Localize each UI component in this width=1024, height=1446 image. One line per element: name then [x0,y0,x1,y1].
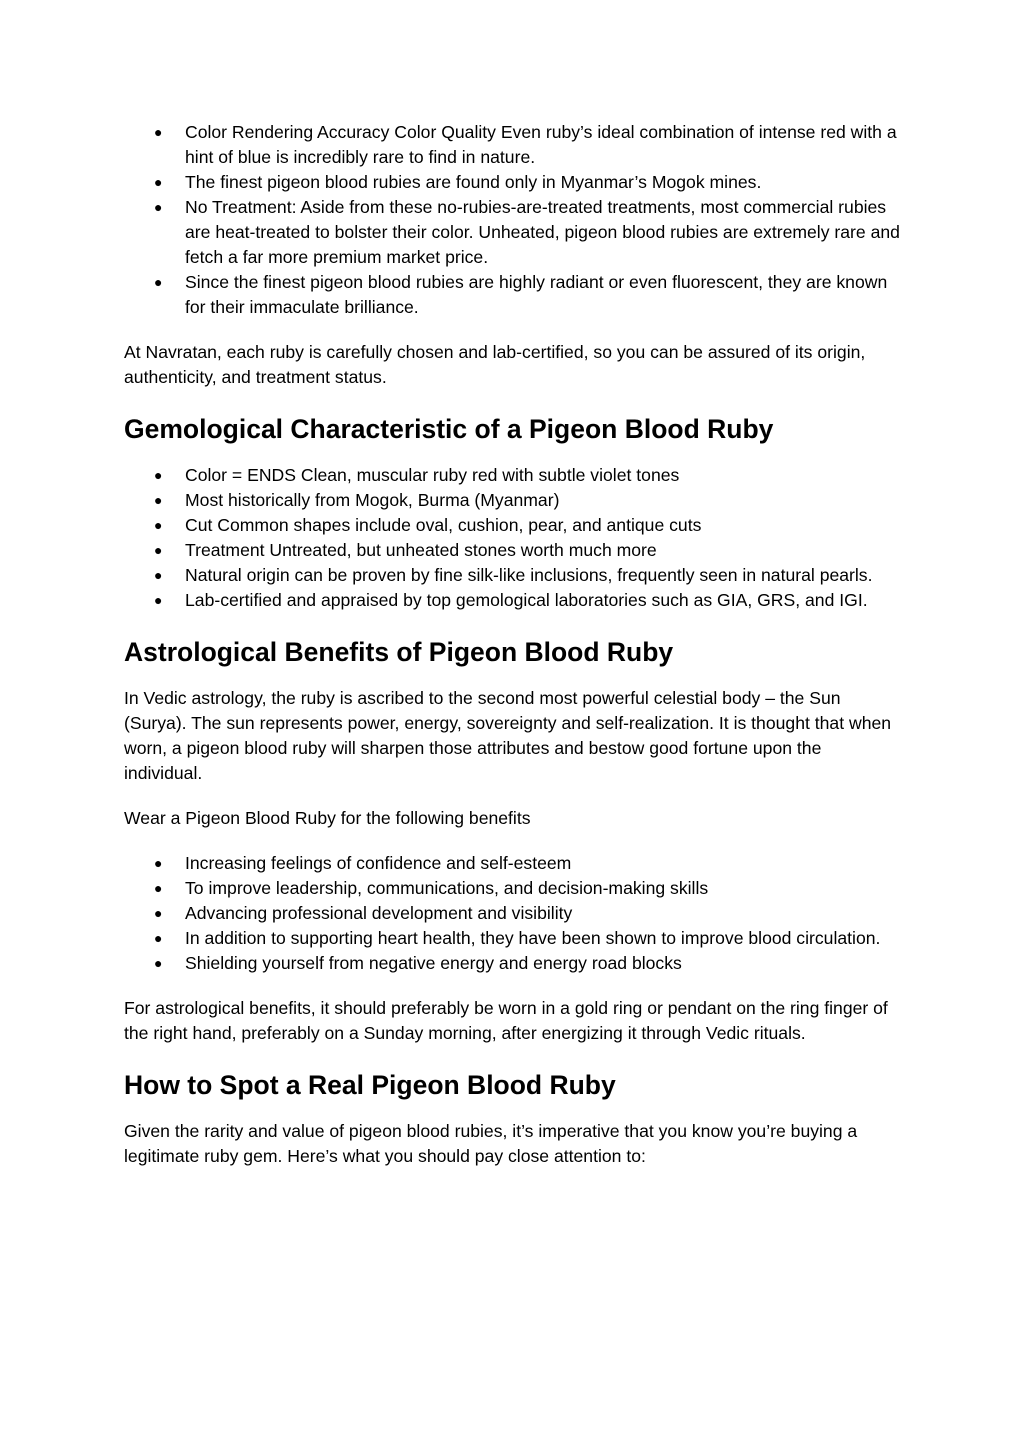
list-item [124,120,900,170]
list-item-text: Shielding yourself from negative energy and energy road blocks [185,953,682,973]
bullet-icon: ● [154,174,163,190]
list-item-text: Treatment Untreated, but unheated stones worth much more [185,540,657,560]
document-page [124,120,900,1169]
list-item [124,951,900,976]
bullet-icon: ● [154,955,163,971]
list-item-text: Color = ENDS Clean, muscular ruby red with subtle violet tones [185,465,680,485]
list-item [124,170,900,195]
list-item-text: Cut Common shapes include oval, cushion, pear, and antique cuts [185,515,702,535]
list-item [124,488,900,513]
list-item-text: Color Rendering Accuracy Color Quality Even ruby’s ideal combination of intense red with a hint of blue is incredibly rare to find in nature. [185,122,897,167]
list-item [124,851,900,876]
astrological-bullet-list [124,851,900,976]
list-item-text: Since the finest pigeon blood rubies are highly radiant or even fluorescent, they are known for their immaculate brilliance. [185,272,888,317]
list-item [124,588,900,613]
spot-heading: How to Spot a Real Pigeon Blood Ruby [124,1070,616,1100]
list-item-text: Increasing feelings of confidence and self-esteem [185,853,572,873]
astrological-heading: Astrological Benefits of Pigeon Blood Ruby [124,637,674,667]
list-item-text: In addition to supporting heart health, they have been shown to improve blood circulation. [185,928,881,948]
bullet-icon: ● [154,199,163,215]
list-item-text: Natural origin can be proven by fine silk-like inclusions, frequently seen in natural pearls. [185,565,873,585]
bullet-icon: ● [154,880,163,896]
gemological-heading: Gemological Characteristic of a Pigeon Blood Ruby [124,414,774,444]
list-item-text: Advancing professional development and visibility [185,903,573,923]
bullet-icon: ● [154,124,163,140]
bullet-icon: ● [154,274,163,290]
list-item [124,513,900,538]
list-item [124,195,900,270]
list-item-text: Lab-certified and appraised by top gemological laboratories such as GIA, GRS, and IGI. [185,590,868,610]
bullet-icon: ● [154,517,163,533]
bullet-icon: ● [154,567,163,583]
list-item [124,538,900,563]
astrological-paragraph-1: In Vedic astrology, the ruby is ascribed to the second most powerful celestial body – the Sun (Surya). The sun represents power, energy, sovereignty and self-realization. It is thought that when worn, a pigeon blood ruby will sharpen those attributes and bestow good fortune upon the individual. [124,688,892,783]
list-item-text: No Treatment: Aside from these no-rubies-are-treated treatments, most commercial rubies are heat-treated to bolster their color. Unheated, pigeon blood rubies are extremely rare and fetch a far more premium market price. [185,197,900,267]
list-item-text: Most historically from Mogok, Burma (Myanmar) [185,490,560,510]
list-item [124,876,900,901]
bullet-icon: ● [154,467,163,483]
bullet-icon: ● [154,905,163,921]
list-item-text: To improve leadership, communications, and decision-making skills [185,878,709,898]
list-item [124,563,900,588]
list-item [124,463,900,488]
list-item [124,270,900,320]
list-item-text: The finest pigeon blood rubies are found only in Myanmar’s Mogok mines. [185,172,762,192]
astrological-paragraph-3: For astrological benefits, it should preferably be worn in a gold ring or pendant on the ring finger of the right hand, preferably on a Sunday morning, after energizing it through Vedic rituals. [124,998,888,1043]
list-item [124,901,900,926]
bullet-icon: ● [154,930,163,946]
bullet-icon: ● [154,855,163,871]
spot-paragraph-1: Given the rarity and value of pigeon blood rubies, it’s imperative that you know you’re buying a legitimate ruby gem. Here’s what you should pay close attention to: [124,1121,858,1166]
list-item [124,926,900,951]
bullet-icon: ● [154,592,163,608]
bullet-icon: ● [154,492,163,508]
bullet-icon: ● [154,542,163,558]
navratan-paragraph: At Navratan, each ruby is carefully chosen and lab-certified, so you can be assured of its origin, authenticity, and treatment status. [124,342,866,387]
intro-bullet-list [124,120,900,320]
gemological-bullet-list [124,463,900,613]
astrological-paragraph-2: Wear a Pigeon Blood Ruby for the following benefits [124,808,531,828]
